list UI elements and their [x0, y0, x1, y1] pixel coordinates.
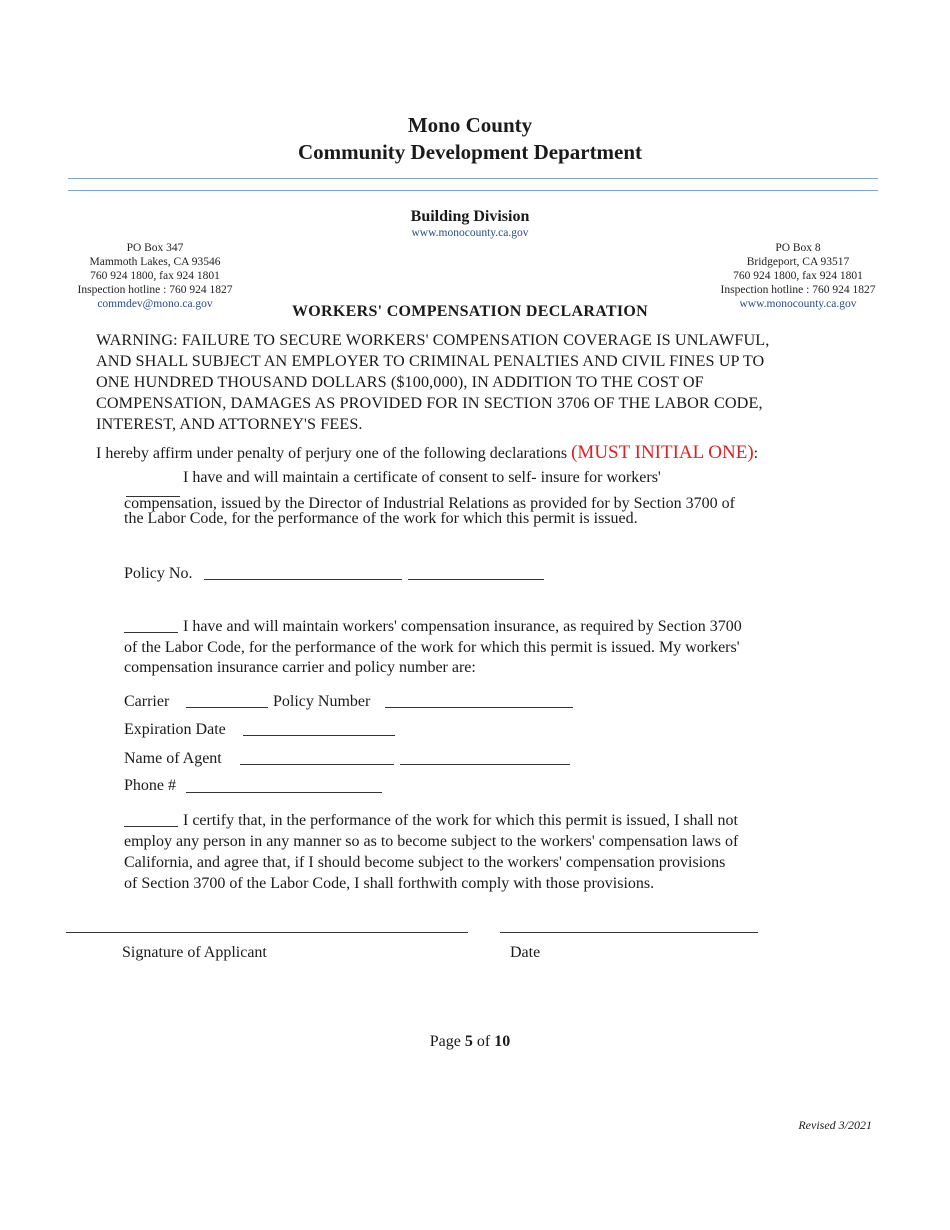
date-label: Date: [510, 944, 541, 961]
header-rule-bottom: [68, 190, 878, 191]
signature-label: Signature of Applicant: [122, 944, 267, 961]
page-total: 10: [494, 1033, 511, 1050]
agent-label: Name of Agent: [124, 750, 222, 767]
policy-no-field[interactable]: [204, 579, 402, 580]
option3-line2: employ any person in any manner so as to become subject to the workers' compensation laws of: [124, 833, 739, 850]
warning-line: WARNING: FAILURE TO SECURE WORKERS' COMPENSATION COVERAGE IS UNLAWFUL,: [96, 331, 770, 349]
option3-line3: California, and agree that, if I should become subject to the workers' compensation provisions: [124, 854, 726, 871]
option2-line3: compensation insurance carrier and policy number are:: [124, 659, 476, 676]
warning-line: ONE HUNDRED THOUSAND DOLLARS ($100,000), IN ADDITION TO THE COST OF: [96, 373, 704, 391]
left-address-line: Inspection hotline : 760 924 1827: [77, 284, 233, 296]
header-rule-top: [68, 178, 878, 179]
policy-number-label: Policy Number: [273, 693, 371, 710]
left-email-link[interactable]: commdev@mono.ca.gov: [97, 298, 213, 310]
dept-title: Community Development Department: [297, 140, 643, 164]
expiration-field[interactable]: [243, 735, 395, 736]
option2-initial-blank[interactable]: [124, 632, 178, 633]
affirm-statement: [96, 442, 876, 464]
option3-line4: of Section 3700 of the Labor Code, I shall forthwith comply with those provisions.: [124, 875, 655, 892]
agent-field-ext[interactable]: [400, 764, 570, 765]
warning-line: COMPENSATION, DAMAGES AS PROVIDED FOR IN SECTION 3706 OF THE LABOR CODE,: [96, 394, 763, 412]
right-address-line: Inspection hotline : 760 924 1827: [720, 284, 876, 296]
form-title: WORKERS' COMPENSATION DECLARATION: [291, 303, 648, 320]
revised-date: Revised 3/2021: [798, 1118, 872, 1132]
option2-line1: I have and will maintain workers' compensation insurance, as required by Section 3700: [183, 618, 742, 635]
option1-line1: I have and will maintain a certificate of consent to self- insure for workers': [183, 469, 661, 486]
policy-number-field[interactable]: [385, 707, 573, 708]
signature-field[interactable]: [66, 932, 468, 933]
org-title: Mono County: [407, 113, 533, 137]
option1-line2: compensation, issued by the Director of Industrial Relations as provided for by Section 3700 of: [124, 495, 735, 512]
division-website-link[interactable]: www.monocounty.ca.gov: [411, 227, 529, 239]
right-address: [698, 241, 898, 311]
affirm-text: I hereby affirm under penalty of perjury one of the following declarations: [96, 445, 568, 462]
option2-line2: of the Labor Code, for the performance of the work for which this permit is issued. My workers': [124, 639, 740, 656]
carrier-label: Carrier: [124, 693, 170, 710]
left-address-line: PO Box 347: [126, 242, 184, 254]
option3-line1: I certify that, in the performance of the work for which this permit is issued, I shall not: [183, 812, 738, 829]
phone-label: Phone #: [124, 777, 176, 794]
left-address-line: Mammoth Lakes, CA 93546: [89, 256, 221, 268]
policy-no-field-ext[interactable]: [408, 579, 544, 580]
page-of: of: [476, 1033, 491, 1050]
expiration-label: Expiration Date: [124, 721, 226, 738]
option3-initial-blank[interactable]: [124, 826, 178, 827]
warning-text: [96, 330, 856, 435]
left-address-line: 760 924 1800, fax 924 1801: [90, 270, 220, 282]
left-address: [55, 241, 255, 311]
affirm-colon: :: [753, 445, 759, 462]
right-address-line: PO Box 8: [775, 242, 821, 254]
right-address-line: 760 924 1800, fax 924 1801: [733, 270, 863, 282]
date-field[interactable]: [500, 932, 758, 933]
carrier-field[interactable]: [186, 707, 268, 708]
option1-line3: the Labor Code, for the performance of the work for which this permit is issued.: [124, 510, 638, 527]
phone-field[interactable]: [186, 792, 382, 793]
must-initial-note: (MUST INITIAL ONE): [571, 442, 754, 463]
agent-field[interactable]: [240, 764, 394, 765]
page-prefix: Page: [429, 1033, 461, 1050]
warning-line: AND SHALL SUBJECT AN EMPLOYER TO CRIMINAL PENALTIES AND CIVIL FINES UP TO: [96, 352, 765, 370]
page-indicator: [0, 1031, 940, 1052]
page-number: 5: [464, 1033, 473, 1050]
right-website-link[interactable]: www.monocounty.ca.gov: [739, 298, 857, 310]
policy-no-label: Policy No.: [124, 565, 193, 582]
warning-line: INTEREST, AND ATTORNEY'S FEES.: [96, 415, 363, 433]
right-address-line: Bridgeport, CA 93517: [746, 256, 850, 268]
division-title: Building Division: [410, 208, 530, 225]
